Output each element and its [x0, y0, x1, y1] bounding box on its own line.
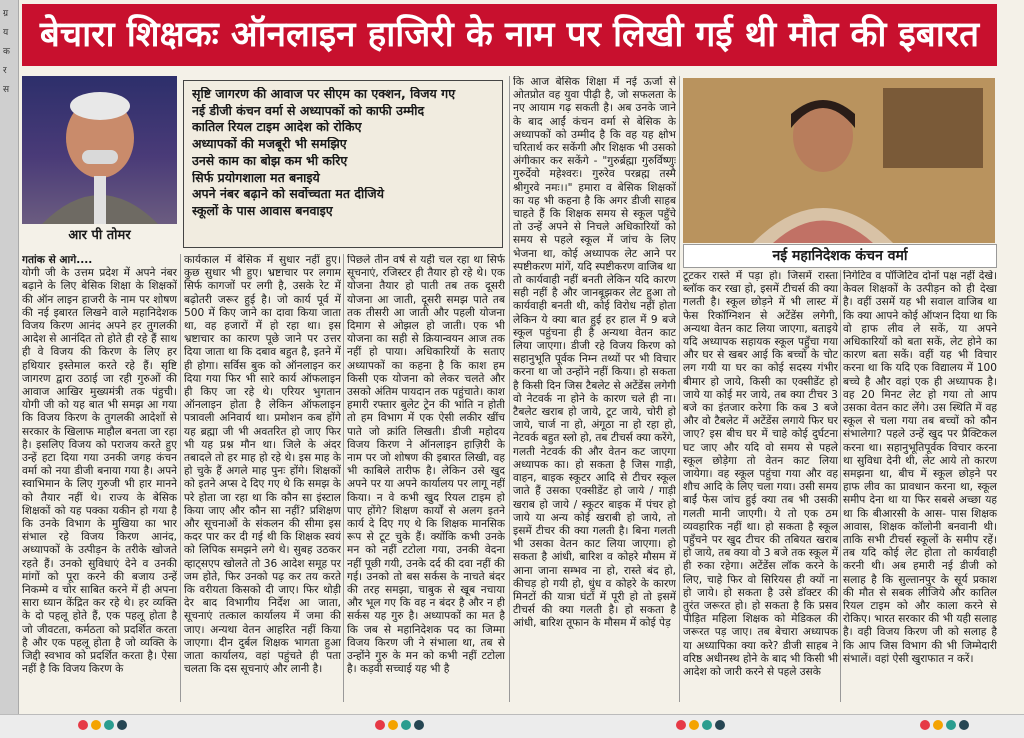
article-column-1: [22, 254, 177, 702]
dot-icon: [375, 720, 385, 730]
dot-icon: [715, 720, 725, 730]
portrait-photo-right: [683, 78, 995, 243]
headline: बेचारा शिक्षकः ऑनलाइन हाजिरी के नाम पर लिखी गई थी मौत की इबारत: [22, 4, 997, 66]
dot-icon: [388, 720, 398, 730]
dot-icon: [117, 720, 127, 730]
dot-icon: [946, 720, 956, 730]
highlight-item: अपने नंबर बढ़ाने को सर्वोच्चता मत दीजिये: [192, 187, 384, 202]
strip-text: ग्र: [3, 9, 9, 19]
continued-label: गतांक से आगे....: [22, 254, 93, 266]
dot-icon: [702, 720, 712, 730]
dot-icon: [676, 720, 686, 730]
strip-text: य: [3, 28, 9, 38]
column-divider: [180, 254, 181, 702]
column-text: योगी जी के उत्तम प्रदेश में अपने नंबर बढ़ाने के लिए बेसिक शिक्षा के शिक्षकों की ऑन लाइन हाजरी के नाम पर शोषण की नई इबारत लिखने वाले महानिदेशक विजय किरण आनंद अपने हर तुगलकी आदेश से आनंदित तो होते ही रहे हैं साथ ही वे विजय की किरण के लिए हर हथियार इस्तेमाल करते रहे हैं। सृष्टि जागरण द्वारा उठाई जा रही गुरुओं की आवाज आखिर मुख्यमंत्री तक पंहुची। योगी जी को यह बात भी समझ आ गया कि विजय किरण के तुगलकी आदेशों से सरकार के खिलाफ माहौल बनता जा रहा है। इसलिए विजय को पराजय करते हुए उन्हें हटा दिया गया उनकी जगह कंचन वर्मा को नया डीजी बनाया गया है। अपने स्वाभिमान के लिए गुरुजी भी हार मानने को तैयार नहीं थे। राज्य के बेसिक शिक्षकों को यह पक्का यकीन हो गया है कि उनके विभाग के मुखिया का भार संभाल रहे विजय किरण आनंद, अध्यापकों के उत्पीड़न के तरीके खोजते रहते हैं। उनको सुविधाएं देने व उनकी मांगों को पूरा करने की बजाय उन्हें निकम्मे व चोर साबित करने में ही अपना सारा ध्यान केंद्रित कर रहे थे। हर व्यक्ति के दो पहलू होते हैं, एक पहलू होता है जो जीवटता, कर्मठता को प्रदर्शित करता है और एक पहलू होता है जो व्यक्ति के जिद्दी स्वभाव को प्रदर्शित करता है। ऐसा नहीं है कि विजय किरण के: [22, 267, 177, 676]
highlight-item: कातिल रियल टाइम आदेश को रोकिए: [192, 120, 362, 135]
dot-icon: [91, 720, 101, 730]
adjacent-page-strip: [0, 0, 19, 737]
dot-icon: [401, 720, 411, 730]
dot-icon: [78, 720, 88, 730]
column-divider: [509, 76, 510, 702]
strip-text: क: [3, 47, 10, 57]
strip-text: र: [3, 66, 7, 76]
dot-icon: [959, 720, 969, 730]
registration-dots: [78, 720, 127, 730]
portrait-photo-left: [22, 76, 177, 224]
highlight-item: अध्यापकों की मजबूरी भी समझिए: [192, 137, 347, 152]
highlight-item: उनसे काम का बोझ कम भी करिए: [192, 153, 348, 168]
man-portrait-image: [22, 76, 177, 224]
highlight-item: नई डीजी कंचन वर्मा से अध्यापकों को काफी उम्मीद: [192, 103, 425, 118]
highlight-item: सृष्टि जागरण की आवाज पर सीएम का एक्शन, विजय गए: [192, 87, 456, 101]
dot-icon: [933, 720, 943, 730]
right-photo-caption: नई महानिदेशक कंचन वर्मा: [683, 244, 997, 268]
highlight-item: सिर्फ प्रयोगशाला मत बनाइये: [192, 170, 320, 185]
page-footer: [0, 714, 1024, 738]
registration-dots: [676, 720, 725, 730]
dot-icon: [920, 720, 930, 730]
article-column-5: टूटकर रास्ते में पड़ा हो। जिसमें रास्ता ब्लॉक कर रखा हो, इसमें टीचर्स की क्या गलती है। स्कूल छोड़ने में भी लास्ट में फेस रिकॉग्निशन से अटेंडेंस लगेगी, अन्यथा वेतन काट लिया जाएगा, बताइये यदि अध्यापक सहायक स्कूल पहुँचा गया और घर से खबर आई कि बच्चों के चोट लग गयी या घर का कोई सदस्य गंभीर बीमार हो जाये, किसी का एक्सीडेंट हो जाये या कोई मर जाये, तब क्या टीचर 3 बजे का इंतजार करेगा कि कब 3 बजे और वो टैबलेट में अटेंडेंस लगाये फिर घर जाए? इस बीच घर में चाहे कोई दुर्घटना घट जाए और यदि वो समय से पहले स्कूल छोड़ेगा तो वेतन काट लिया जायेगा। वह स्कूल पहुंचा गया और वह शौच आदि के लिए चला गया। उसी समय बाईं फेस जांच हुई क्या तब भी उसकी गलती मानी जाएगी। ये तो एक ठम व्यवहारिक नहीं था। हो सकता है स्कूल पहुँचने पर खुद टीचर की तबियत खराब हो जाये, तब क्या वो 3 बजे तक स्कूल में ही रुका रहेगा। अटेंडेंस लॉक करने के लिए, चाहे फिर वो सिरियस ही क्यों ना हो जाये। हो सकता है उसे डॉक्टर की तुरंत जरूरत हो। हो सकता है कि प्रसव पीड़ित महिला शिक्षक को मेडिकल की जरूरत पड़ जाए। तब बेचारा अध्यापक या अध्यापिका क्या करे? डीजी साहब ने वरिष्ठ अधीनस्थ होने के बाद भी किसी भी आदेश को जारी करने से पहले उसके: [683, 270, 838, 679]
column-divider: [840, 270, 841, 702]
dot-icon: [689, 720, 699, 730]
registration-dots: [375, 720, 424, 730]
strip-text: स: [3, 85, 10, 95]
article-column-2: कार्यकाल में बेसिक में सुधार नहीं हुए। कुछ सुधार भी हुए। भ्रष्टाचार पर लगाम सिर्फ कागजों पर लगी है, उसके रेट में बढ़ोतरी जरूर हुई है। जो कार्य पूर्व में 500 में किए जाने का दावा किया जाता था, वह हजारों में हो रहा था। इस भ्रष्टाचार का कारण पूछे जाने पर उत्तर दिया जाता था कि दबाव बहुत है, इतने में ही होगा। सर्विस बुक को ऑनलाइन कर दिया गया फिर भी सारे कार्य ऑफलाइन ही किए जा रहे थे। एरियर भुगतान ऑनलाइन होता है लेकिन ऑफलाइन पत्रावली अनिवार्य था। प्रमोशन कब होंगे यह ब्रह्मा जी भी अवतरित हो जाए फिर भी यह प्रश्न मौन था। जिले के अंदर तबादले तो हर माह हो रहे थे। इस माह के हो चुके हैं अगले माह पुनः होंगे। शिक्षकों को इतने अप्स दे दिए गए थे कि समझ के परे होता जा रहा था कि कौन सा इंस्टाल किया जाए और कौन सा नहीं? प्रशिक्षण और सूचनाओं के संकलन की सीमा इस कदर पार कर दी गई थी कि शिक्षक स्वयं को लिपिक समझने लगे थे। सुबह उठकर व्हाट्सएप खोलते तो 36 आदेश समूह पर जम होते, फिर उनको पढ़ कर तय करते कि वरीयता किसको दी जाए। फिर थोड़ी देर बाद विभागीय निर्देश आ जाता, सूचनाएं तत्काल कार्यालय में जमा की जाए। अन्यथा वेतन आहरित नहीं किया जाएगा। दीन दुर्बल शिक्षक भागता हुआ जाता कार्यालय, वहां पहुंचते ही पता चलता कि दस सूचनाएं और लानी है।: [184, 254, 341, 676]
article-column-6: निगेटिव व पॉजिटिव दोनों पक्ष नहीं देखे। केवल शिक्षकों के उत्पीड़न को ही देखा है। वहीं उसमें यह भी सवाल वाजिब था कि क्या आपने कोई ऑप्शन दिया था कि वो हाफ लीव ले सकें, या अपने अधिकारियों को बता सकें, लेट होने का कारण बता सकें। वहीं यह भी विचार करना था कि यदि एक विद्यालय में 100 बच्चे है और वहां एक ही अध्यापक है। वह 20 मिनट लेट हो गया तो आप उसका वेतन काट लेंगे। उस स्थिति में वह स्कूल से चला गया तब बच्चों को कौन संभालेगा? पहले उन्हें खुद पर प्रैक्टिकल करना था। सहानुभूतिपूर्वक विचार करना था सुविधा देनी थी, लेट आये तो कारण समझना था, बीच में स्कूल छोड़ने पर हाफ लीव का प्रावधान करना था, स्कूल समीप देना था या फिर सबसे अच्छा यह था कि बीआरसी के आस- पास शिक्षक आवास, शिक्षक कॉलोनी बनवानी थी। ताकि सभी टीचर्स स्कूलों के समीप रहें। तब यदि कोई लेट होता तो कार्यवाही करनी थी। अब हमारी नई डीजी को सलाह है कि सुल्तानपुर के सूर्य प्रकाश की मौत से सबक लीजिये और कातिल रियल टाइम को और काला करने से रोकिए। भारत सरकार की भी यही सलाह है। वही विजय किरण जी को सलाह है कि आप जिस विभाग की भी जिम्मेदारी संभालें। वहां ऐसी खुराफात न करें।: [843, 270, 997, 665]
left-photo-caption: आर पी तोमर: [68, 228, 131, 243]
woman-portrait-image: [683, 78, 995, 243]
registration-dots: [920, 720, 969, 730]
dot-icon: [414, 720, 424, 730]
column-divider: [679, 76, 680, 702]
highlights-box: [183, 80, 503, 248]
highlight-item: स्कूलों के पास आवास बनवाइए: [192, 203, 333, 218]
column-divider: [343, 254, 344, 702]
article-column-3: पिछले तीन वर्ष से यही चल रहा था सिर्फ सूचनाएं, रजिस्टर ही तैयार हो रहे थे। एक योजना तैयार हो पाती तब तक दूसरी योजना आ जाती, दूसरी समझ पाते तब तक तीसरी आ जाती और पहली योजना दिमाग से ओझल हो जाती। एक भी योजना का सही से क्रियान्वयन आज तक नहीं हो पाया। अधिकारियों के सताए अध्यापकों का कहना है कि काश हम किसी एक योजना को लेकर चलते और उसको अंतिम पायदान तक पहुंचाते। काश हमारी रफ्तार बुलेट ट्रेन की भांति न होती तो हम विभाग में एक ऐसी लकीर खींच पाते जो क्रांति लिखती। डीजी महोदय विजय किरण ने ऑनलाइन हाज़िरी के नाम पर जो शोषण की इबारत लिखी, वह भी काबिले तारीफ है। लेकिन उसे खुद अपने पर या अपने कार्यालय पर लागू नहीं किया। न वे कभी खुद रियल टाइम हो पाए होंगे? शिक्षण कार्यों से अलग इतने कार्य दे दिए गए थे कि शिक्षक मानसिक रूप से टूट चुके हैं। क्योंकि कभी उनके मन को नहीं टटोला गया, उनकी वेदना नहीं पूछी गयी, उनके दर्द की दवा नहीं की गई। उनको तो बस सर्कस के नाचते बंदर की तरह समझा, चाबुक से खूब नचाया और भूल गए कि वह न बंदर है और न ही सर्कस यह गुरु है। अध्यापकों का मत है कि जब से महानिदेशक पद का जिम्मा विजय किरण जी ने संभाला था, तब से उन्होंने गुरु के मन को कभी नहीं टटोला है। कड़वी सच्चाई यह भी है: [347, 254, 505, 676]
dot-icon: [104, 720, 114, 730]
article-column-4: कि आज बेसिक शिक्षा में नई ऊर्जा से ओतप्रोत वह युवा पीढ़ी है, जो सफलता के नए आयाम गढ़ सकती है। अब उनके जाने के बाद आईं कंचन वर्मा से बेसिक के अध्यापकों को उम्मीद है कि वह यह क्षोभ चरितार्थ कर सकेंगी और शिक्षक भी उसको अंगीकार कर सकेंगे - "गुरुर्ब्रह्मा गुरुर्विष्णुः गुरुर्देवो महेश्वरः। गुरुरेव परब्रह्म तस्मै श्रीगुरवे नमः।।" हमारा व बेसिक शिक्षकों का यह भी कहना है कि अगर डीजी साहब चाहते हैं कि शिक्षक समय से स्कूल पहुँचे तो उन्हें अपने से निचले अधिकारियों को समय से पहले स्कूल में जांच के लिए भेजना था, कोई अध्यापक लेट आने पर स्पष्टीकरण मांगें, यदि स्पष्टीकरण वाजिब था तो कार्यवाही नहीं बनती लेकिन यदि कारण सही नहीं है और जानबूझकर लेट हुआ तो कार्यवाही बनती थी, कोई विरोध नहीं होता लेकिन ये क्या बात हुई हर हाल में 9 बजे स्कूल पहुंचना ही है अन्यथा वेतन काट लिया जाएगा। डीजी रहे विजय किरण को सहानुभूति पूर्वक निम्न तथ्यों पर भी विचार करना था जो उन्होंने नहीं किया। हो सकता है किसी दिन जिस टैबलेट से अटेंडेंस लगेगी वो नेटवर्क ना होने के कारण चले ही ना। टैबलेट खराब हो जाये, टूट जाये, चोरी हो जाये, चार्ज ना हो, अंगूठा ना हो रहा हो, नेटवर्क बहुत स्लो हो, तब टीचर्स क्या करेंगे, गलती नेटवर्क की और वेतन कट जाएगा अध्यापक का। हो सकता है जिस गाड़ी, वाहन, बाइक स्कूटर आदि से टीचर स्कूल जाते हैं उसका एक्सीडेंट हो जाये / गाड़ी खराब हो जाये / स्कूटर बाइक में पंचर हो जाये या अन्य कोई खराबी हो जाये, तो इसमें टीचर की क्या गलती है। बिना गलती भी उसका वेतन काट लिया जाएगा। हो सकता है आंधी, बारिश व कोहरे मौसम में आना जाना सम्भव ना हो, रास्ते बंद हो, कीचड़ हो गयी हो, धुंध व कोहरे के कारण मिनटों की यात्रा घंटों में पूरी हो तो इसमें टीचर्स की क्या गलती है। हो सकता है आंधी, बारिश तूफान के मौसम में कोई पेड़: [513, 76, 676, 630]
